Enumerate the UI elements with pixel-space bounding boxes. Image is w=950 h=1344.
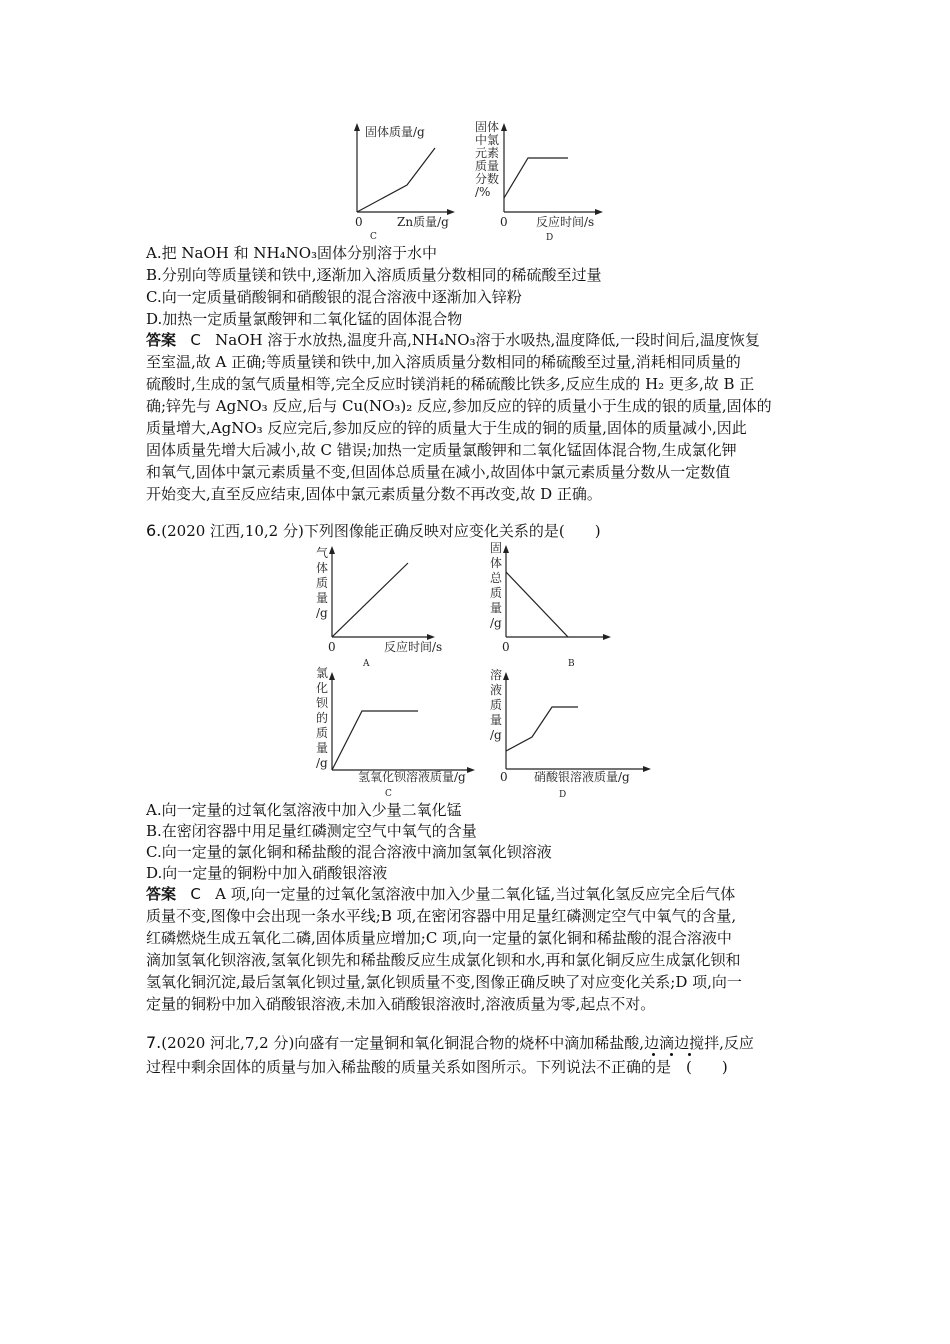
y-axis-arrow bbox=[503, 672, 509, 680]
y-label-line: 量 bbox=[490, 601, 503, 615]
question-number: 6. bbox=[146, 521, 162, 540]
y-label-line: /g bbox=[490, 728, 502, 742]
origin-label: 0 bbox=[500, 770, 508, 784]
origin-label: 0 bbox=[355, 215, 363, 229]
emphasis-dot bbox=[688, 1053, 691, 1056]
y-label-line: /% bbox=[475, 185, 491, 199]
q5-option-d: D.加热一定质量氯酸钾和二氧化锰的固体混合物 bbox=[146, 310, 463, 328]
origin-label: 0 bbox=[500, 215, 508, 229]
x-axis-label: Zn质量/g bbox=[397, 215, 449, 229]
x-axis-arrow bbox=[643, 766, 651, 772]
y-label-line: 量 bbox=[316, 741, 329, 755]
chart-caption: D bbox=[546, 233, 554, 243]
y-label-line: 质 bbox=[490, 586, 503, 600]
y-label-line: 质 bbox=[316, 726, 329, 740]
q6-answer-line: 定量的铜粉中加入硝酸银溶液,未加入硝酸银溶液时,溶液质量为零,起点不对。 bbox=[146, 995, 656, 1013]
q5-answer-line: 至室温,故 A 正确;等质量镁和铁中,加入溶质质量分数相同的稀硫酸至过量,消耗相同质量的 bbox=[146, 353, 741, 371]
y-label-line: 体 bbox=[316, 561, 329, 575]
y-axis-label: 固体质量/g bbox=[365, 125, 425, 139]
y-label-line: 分数 bbox=[475, 172, 500, 186]
q5-answer-line: 质量增大,AgNO₃ 反应完后,参加反应的锌的质量大于生成的铜的质量,固体的质量减小,因此 bbox=[146, 419, 747, 437]
x-axis-label: 反应时间/s bbox=[384, 640, 443, 654]
y-label-line: /g bbox=[316, 606, 328, 620]
q6-option-b: B.在密闭容器中用足量红磷测定空气中氧气的含量 bbox=[146, 822, 477, 840]
chart-line bbox=[357, 148, 435, 212]
y-label-line: 质 bbox=[316, 576, 329, 590]
y-label-line: 氯 bbox=[316, 666, 329, 680]
emphasis-dot bbox=[670, 1053, 673, 1056]
origin-label: 0 bbox=[502, 640, 510, 654]
q7-stem-line-1 bbox=[146, 1033, 754, 1053]
y-label-line: 溶 bbox=[490, 668, 503, 682]
x-axis-label: 氢氧化钡溶液质量/g bbox=[358, 770, 466, 784]
q5-option-a: A.把 NaOH 和 NH₄NO₃固体分别溶于水中 bbox=[146, 244, 438, 262]
q5-answer-line-1 bbox=[146, 330, 760, 350]
x-axis-label: 硝酸银溶液质量/g bbox=[534, 770, 630, 784]
q6-answer-line: 红磷燃烧生成五氧化二磷,固体质量应增加;C 项,向一定量的氯化铜和稀盐酸的混合溶液中 bbox=[146, 929, 732, 947]
y-label-line: /g bbox=[316, 756, 328, 770]
q6-stem bbox=[146, 521, 601, 541]
top-chart-c bbox=[345, 120, 465, 245]
q6-answer-line-1 bbox=[146, 884, 735, 904]
x-axis-label: 反应时间/s bbox=[536, 215, 595, 229]
question-number: 7. bbox=[146, 1033, 162, 1052]
y-axis-arrow bbox=[501, 123, 507, 131]
y-label-line: 中氯 bbox=[475, 133, 500, 147]
y-axis-arrow bbox=[329, 672, 335, 680]
chart-caption: C bbox=[385, 789, 392, 799]
question-text: (2020 河北,7,2 分)向盛有一定量铜和氧化铜混合物的烧杯中滴加稀盐酸,边滴边搅拌,反应 bbox=[161, 1034, 754, 1052]
answer-choice: C bbox=[190, 885, 201, 903]
q6-chart-d bbox=[486, 665, 666, 800]
q7-stem-line-2: 过程中剩余固体的质量与加入稀盐酸的质量关系如图所示。下列说法不正确的是 ( ) bbox=[146, 1058, 728, 1076]
origin-label: 0 bbox=[328, 640, 336, 654]
q6-chart-c bbox=[312, 665, 487, 800]
q6-chart-a bbox=[312, 545, 442, 670]
y-label-line: 质量 bbox=[475, 159, 500, 173]
q6-option-a: A.向一定量的过氧化氢溶液中加入少量二氧化锰 bbox=[146, 801, 462, 819]
x-axis-arrow bbox=[467, 767, 475, 773]
q5-option-c: C.向一定质量硝酸铜和硝酸银的混合溶液中逐渐加入锌粉 bbox=[146, 288, 522, 306]
answer-label: 答案 bbox=[146, 331, 177, 349]
q5-answer-line: 和氧气,固体中氯元素质量不变,但固体总质量在减小,故固体中氯元素质量分数从一定数值 bbox=[146, 463, 731, 481]
q6-option-d: D.向一定量的铜粉中加入硝酸银溶液 bbox=[146, 864, 388, 882]
y-axis-arrow bbox=[329, 546, 335, 554]
q5-answer-line: 确;锌先与 AgNO₃ 反应,后与 Cu(NO₃)₂ 反应,参加反应的锌的质量小于生成的银的质量,固体的 bbox=[146, 397, 772, 415]
y-axis-arrow bbox=[503, 545, 509, 553]
y-label-line: 液 bbox=[490, 683, 503, 697]
answer-text: NaOH 溶于水放热,温度升高,NH₄NO₃溶于水吸热,温度降低,一段时间后,温度恢复 bbox=[215, 331, 760, 349]
y-label-line: 总 bbox=[490, 571, 503, 585]
answer-choice: C bbox=[190, 331, 201, 349]
emphasis-dot bbox=[652, 1053, 655, 1056]
chart-line bbox=[506, 707, 578, 751]
q6-answer-line: 氢氧化铜沉淀,最后氢氧化钡过量,氯化钡质量不变,图像正确反映了对应变化关系;D 项,向一 bbox=[146, 973, 742, 991]
chart-caption: D bbox=[559, 790, 567, 800]
x-axis-arrow bbox=[603, 634, 611, 640]
y-label-line: 量 bbox=[316, 591, 329, 605]
y-label-line: 元素 bbox=[475, 146, 500, 160]
q6-answer-line: 滴加氢氧化钡溶液,氢氧化钡先和稀盐酸反应生成氯化钡和水,再和氯化铜反应生成氯化钡和 bbox=[146, 951, 741, 969]
y-label-line: 质 bbox=[490, 698, 503, 712]
top-chart-d bbox=[470, 120, 620, 245]
answer-label: 答案 bbox=[146, 885, 177, 903]
chart-caption: B bbox=[568, 659, 575, 669]
x-axis-arrow bbox=[595, 209, 603, 215]
y-label-line: 体 bbox=[490, 556, 503, 570]
chart-line bbox=[332, 563, 408, 637]
chart-caption: C bbox=[370, 232, 377, 242]
q6-answer-line: 质量不变,图像中会出现一条水平线;B 项,在密闭容器中用足量红磷测定空气中氧气的含量, bbox=[146, 907, 737, 925]
q6-option-c: C.向一定量的氯化铜和稀盐酸的混合溶液中滴加氢氧化钡溶液 bbox=[146, 843, 552, 861]
y-label-line: 固体 bbox=[475, 120, 500, 134]
y-axis-arrow bbox=[354, 123, 360, 131]
chart-line bbox=[332, 711, 418, 770]
answer-text: A 项,向一定量的过氧化氢溶液中加入少量二氧化锰,当过氧化氢反应完全后气体 bbox=[215, 885, 736, 903]
q6-chart-b bbox=[486, 540, 616, 670]
y-label-line: 的 bbox=[316, 711, 329, 725]
question-text: (2020 江西,10,2 分)下列图像能正确反映对应变化关系的是( ) bbox=[161, 522, 601, 540]
q5-option-b: B.分别向等质量镁和铁中,逐渐加入溶质质量分数相同的稀硫酸至过量 bbox=[146, 266, 602, 284]
chart-line bbox=[506, 572, 568, 637]
chart-line bbox=[504, 158, 568, 198]
y-label-line: 量 bbox=[490, 713, 503, 727]
y-label-line: 气 bbox=[316, 546, 329, 560]
q5-answer-line: 固体质量先增大后减小,故 C 错误;加热一定质量氯酸钾和二氧化锰固体混合物,生成氯化钾 bbox=[146, 441, 737, 459]
q5-answer-line: 硫酸时,生成的氢气质量相等,完全反应时镁消耗的稀硫酸比铁多,反应生成的 H₂ 更多,故 B 正 bbox=[146, 375, 755, 393]
y-label-line: /g bbox=[490, 616, 502, 630]
y-label-line: 固 bbox=[490, 541, 503, 555]
y-label-line: 钡 bbox=[316, 696, 329, 710]
y-label-line: 化 bbox=[316, 681, 329, 695]
chart-caption: A bbox=[363, 659, 370, 669]
q5-answer-line: 开始变大,直至反应结束,固体中氯元素质量分数不再改变,故 D 正确。 bbox=[146, 485, 602, 503]
